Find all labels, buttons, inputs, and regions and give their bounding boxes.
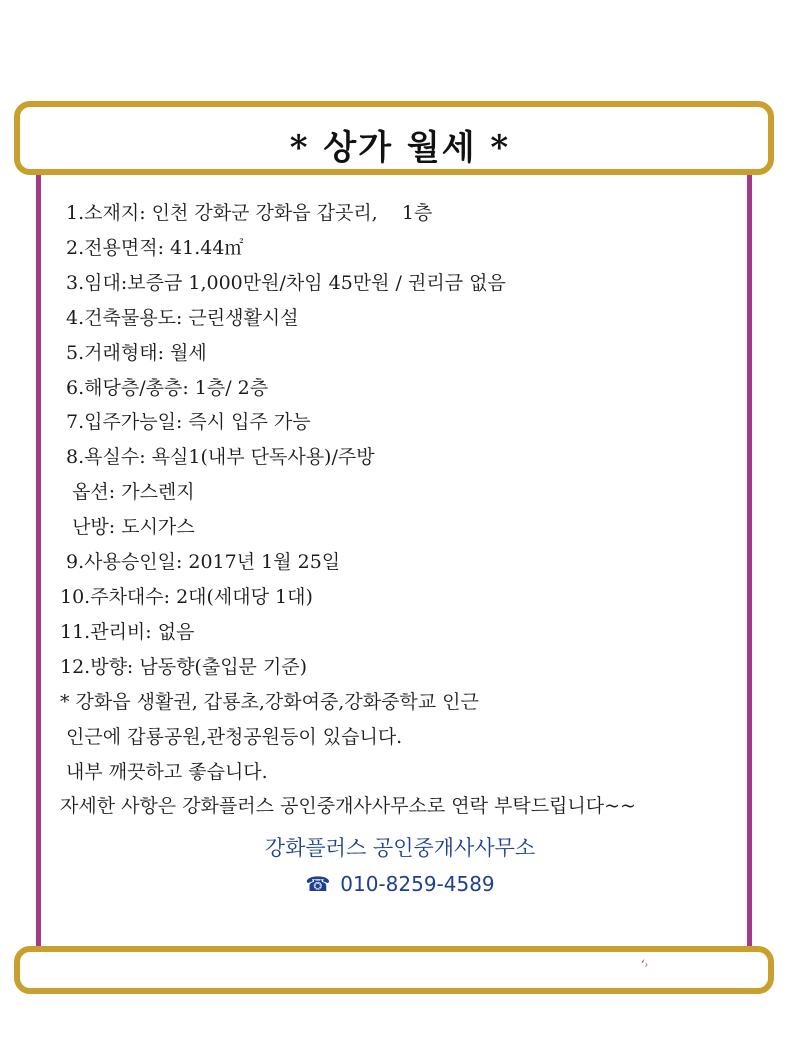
- note-line-neighborhood: * 강화읍 생활권, 갑룡초,강화여중,강화중학교 인근: [60, 690, 479, 713]
- note-line-contact: 자세한 사항은 강화플러스 공인중개사사무소로 연락 부탁드립니다~~: [60, 795, 636, 818]
- detail-line-management-fee: 11.관리비: 없음: [60, 620, 195, 643]
- detail-line-deal-type: 5.거래형태: 월세: [60, 341, 207, 364]
- detail-line-direction: 12.방향: 남동향(출입문 기준): [60, 655, 308, 678]
- footer-banner: [14, 946, 774, 994]
- note-line-parks: 인근에 갑룡공원,관청공원등이 있습니다.: [60, 725, 403, 748]
- detail-line-area: 2.전용면적: 41.44㎡: [60, 236, 244, 259]
- note-line-interior: 내부 깨끗하고 좋습니다.: [60, 760, 268, 783]
- page-title: * 상가 월세 *: [289, 128, 511, 168]
- office-name: 강화플러스 공인중개사사무소: [264, 836, 536, 860]
- detail-line-parking: 10.주차대수: 2대(세대당 1대): [60, 585, 313, 608]
- detail-line-options: 옵션: 가스렌지: [60, 481, 195, 504]
- phone-number[interactable]: 010-8259-4589: [340, 872, 495, 896]
- listing-details: [60, 196, 750, 824]
- detail-line-rent: 3.임대:보증금 1,000만원/차임 45만원 / 권리금 없음: [60, 271, 506, 294]
- detail-line-heating: 난방: 도시가스: [60, 516, 195, 539]
- detail-line-move-in: 7.입주가능일: 즉시 입주 가능: [60, 411, 311, 434]
- detail-line-bathroom: 8.욕실수: 욕실1(내부 단독사용)/주방: [60, 446, 375, 469]
- stray-mark-icon: ʻ˒: [638, 957, 651, 975]
- detail-line-floor: 6.해당층/총층: 1층/ 2층: [60, 376, 269, 399]
- detail-line-building-use: 4.건축물용도: 근린생활시설: [60, 306, 299, 329]
- detail-line-location: 1.소재지: 인천 강화군 강화읍 갑곳리, 1층: [60, 202, 433, 224]
- detail-line-approval-date: 9.사용승인일: 2017년 1월 25일: [60, 551, 341, 574]
- phone-contact[interactable]: [0, 872, 800, 896]
- phone-icon: ☎: [305, 872, 331, 896]
